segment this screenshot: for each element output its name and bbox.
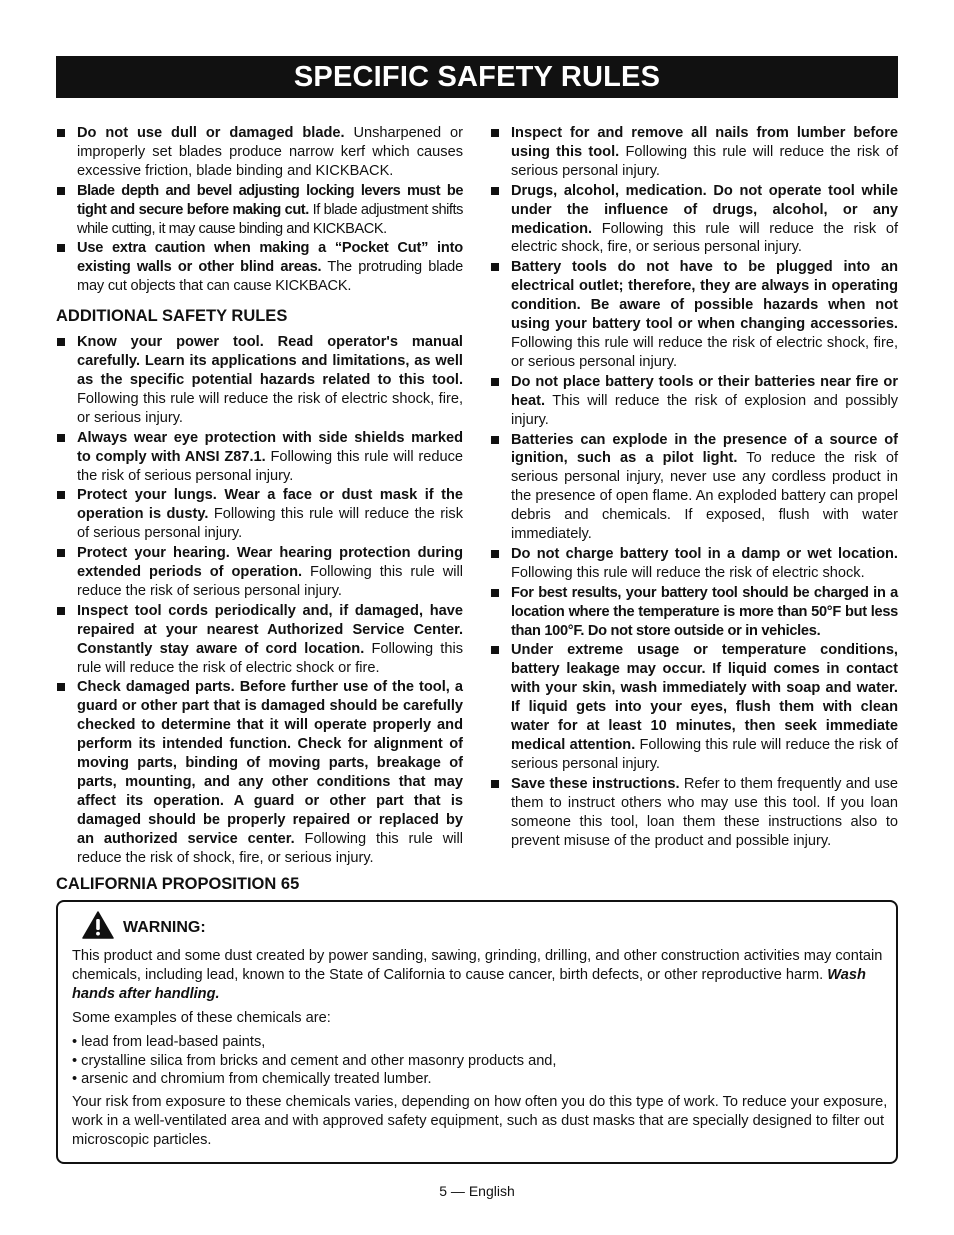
rule-text: If blade adjustment shifts while cutting, it may cause binding and KICKBACK. — [77, 201, 463, 237]
right-column — [490, 124, 898, 851]
rule-text: The protruding blade may cut objects that can cause KICKBACK. — [77, 259, 463, 295]
rule-bold: Drugs, alcohol, medication. Do not operate tool while under the influence of drugs, alcohol, or any medication. — [511, 182, 898, 237]
rule-bold: Blade depth and bevel adjusting locking levers must be tight and secure before making cut. — [77, 182, 463, 218]
bullet-square-icon — [57, 491, 65, 499]
rule-text: Refer to them frequently and use them to instruct others who may use this tool. If you loan someone this tool, loan them these instructions also to prevent misuse of the product and possible injury. — [511, 775, 898, 849]
rule-item — [490, 431, 898, 544]
warning-intro — [72, 947, 890, 1004]
rule-bold: For best results, your battery tool should be charged in a location where the temperature is more than 50°F but less than 100°F. Do not store outside or in vehicles. — [511, 584, 898, 639]
rule-item — [490, 584, 898, 641]
bullet-square-icon — [57, 129, 65, 137]
page-footer: 5 — English — [439, 1183, 515, 1199]
rule-text: Following this rule will reduce the risk of serious personal injury. — [77, 506, 463, 542]
rule-text: This will reduce the risk of explosion and possibly injury. — [511, 392, 898, 428]
bullet-square-icon — [491, 129, 499, 137]
warning-body — [72, 947, 890, 1155]
rule-text: Following this rule will reduce the risk of serious personal injury. — [511, 143, 898, 179]
bullet-square-icon — [491, 589, 499, 597]
rule-bold: Inspect tool cords periodically and, if damaged, have repaired at your nearest Authorized Service Center. Constantly stay aware of cord location. — [77, 602, 463, 657]
rule-bold: Check damaged parts. Before further use of the tool, a guard or other part that is damaged should be carefully checked to determine that it will operate properly and perform its intended function. Check for alignment of moving parts, binding of moving parts, breakage of parts, mounting, and any other conditions that may affect its operation. A guard or other part that is damaged should be properly repaired or replaced by an authorized service center. — [77, 679, 463, 847]
example-item: • crystalline silica from bricks and cement and other masonry products and, — [72, 1052, 557, 1069]
rule-bold: Do not place battery tools or their batteries near fire or heat. — [511, 373, 898, 409]
bullet-square-icon — [491, 550, 499, 558]
warning-box — [56, 900, 898, 1164]
rule-bold: Batteries can explode in the presence of a source of ignition, such as a pilot light. — [511, 431, 898, 467]
rule-text: To reduce the risk of serious personal injury, never use any cordless product in the presence of open flame. An exploded battery can propel debris and chemicals. If exposed, flush with water immediately. — [511, 450, 898, 543]
bullet-square-icon — [491, 378, 499, 386]
rule-text: Following this rule will reduce the risk of electric shock, fire, or serious injury. — [77, 390, 463, 426]
rule-item — [490, 124, 898, 181]
california-heading: CALIFORNIA PROPOSITION 65 — [56, 875, 300, 893]
rule-text: Following this rule will reduce the risk of electric shock. — [511, 564, 865, 581]
rule-item — [56, 602, 463, 678]
rule-bold: Under extreme usage or temperature conditions, battery leakage may occur. If liquid comes in contact with your skin, wash immediately with soap and water. If liquid gets into your eyes, flush them with clean water for at least 10 minutes, then seek immediate medical attention. — [511, 642, 898, 753]
rule-text: Following this rule will reduce the risk of serious personal injury. — [511, 737, 898, 772]
bullet-square-icon — [491, 187, 499, 195]
rule-bold: Inspect for and remove all nails from lumber before using this tool. — [511, 125, 898, 160]
rule-bold: Battery tools do not have to be plugged into an electrical outlet; therefore, they are always in operating condition. Be aware of possible hazards when not using your battery tool or when changing accessories. — [511, 259, 898, 333]
bullet-square-icon — [491, 436, 499, 444]
rule-text: Following this rule will reduce the risk of electric shock or fire. — [77, 640, 463, 676]
bullet-square-icon — [57, 338, 65, 346]
bullet-square-icon — [491, 646, 499, 654]
rule-item — [490, 373, 898, 430]
bullet-square-icon — [57, 434, 65, 442]
rule-item — [56, 429, 463, 486]
rule-text: Following this rule will reduce the risk of shock, fire, or serious injury. — [77, 830, 463, 866]
rule-bold: Do not use dull or damaged blade. — [77, 125, 345, 141]
bullet-square-icon — [57, 187, 65, 195]
warning-emphasis: Wash hands after handling. — [72, 966, 866, 1002]
rule-item — [56, 124, 463, 181]
rule-bold: Use extra caution when making a “Pocket Cut” into existing walls or other blind areas. — [77, 240, 463, 276]
bullet-square-icon — [57, 244, 65, 252]
rule-bold: Always wear eye protection with side shields marked to comply with ANSI Z87.1. — [77, 429, 463, 465]
rule-item — [56, 544, 463, 601]
rule-text: Following this rule will reduce the risk of serious personal injury. — [77, 448, 463, 484]
rule-item — [490, 775, 898, 851]
rule-item — [490, 641, 898, 773]
example-item: • lead from lead-based paints, — [72, 1033, 266, 1050]
left-column — [56, 124, 463, 869]
page-title: SPECIFIC SAFETY RULES — [56, 56, 898, 98]
rule-item — [56, 333, 463, 428]
rule-item — [56, 486, 463, 543]
rule-item — [490, 258, 898, 371]
rule-item — [56, 678, 463, 867]
examples-lead: Some examples of these chemicals are: — [72, 1009, 331, 1026]
rule-bold: Know your power tool. Read operator's manual carefully. Learn its applications and limitations, as well as the specific potential hazards related to this tool. — [77, 334, 463, 388]
rule-item — [490, 182, 898, 258]
rule-text: Unsharpened or improperly set blades produce narrow kerf which causes excessive friction, blade binding and KICKBACK. — [77, 125, 463, 179]
rule-bold: Do not charge battery tool in a damp or wet location. — [511, 545, 898, 562]
warning-triangle-icon — [82, 911, 114, 939]
bullet-square-icon — [491, 263, 499, 271]
bullet-square-icon — [57, 549, 65, 557]
example-item: • arsenic and chromium from chemically treated lumber. — [72, 1071, 432, 1088]
bullet-square-icon — [491, 780, 499, 788]
rule-item — [490, 545, 898, 583]
rule-item — [56, 239, 463, 296]
rule-item — [56, 182, 463, 239]
rule-bold: Save these instructions. — [511, 775, 680, 792]
additional-rules-heading: ADDITIONAL SAFETY RULES — [56, 307, 288, 326]
warning-label: WARNING: — [123, 919, 206, 936]
rule-text: Following this rule will reduce the risk of serious personal injury. — [77, 564, 463, 599]
warning-intro-text: This product and some dust created by power sanding, sawing, grinding, drilling, and other construction activities may contain chemicals, including lead, known to the State of California to cause cancer, birth defects, or other reproductive harm. — [72, 948, 883, 983]
bullet-square-icon — [57, 683, 65, 691]
rule-text: Following this rule will reduce the risk of electric shock, fire, or serious personal injury. — [511, 334, 898, 370]
rule-bold: Protect your lungs. Wear a face or dust mask if the operation is dusty. — [77, 487, 463, 523]
rule-text: Following this rule will reduce the risk of electric shock, fire, or serious personal injury. — [511, 220, 898, 256]
rule-bold: Protect your hearing. Wear hearing protection during extended periods of operation. — [77, 545, 463, 581]
warning-closing: Your risk from exposure to these chemicals varies, depending on how often you do this type of work. To reduce your exposure, work in a well-ventilated area and with approved safety equipment, such as dust masks that are specially designed to filter out microscopic particles. — [72, 1094, 888, 1149]
bullet-square-icon — [57, 607, 65, 615]
warning-header — [82, 910, 206, 940]
